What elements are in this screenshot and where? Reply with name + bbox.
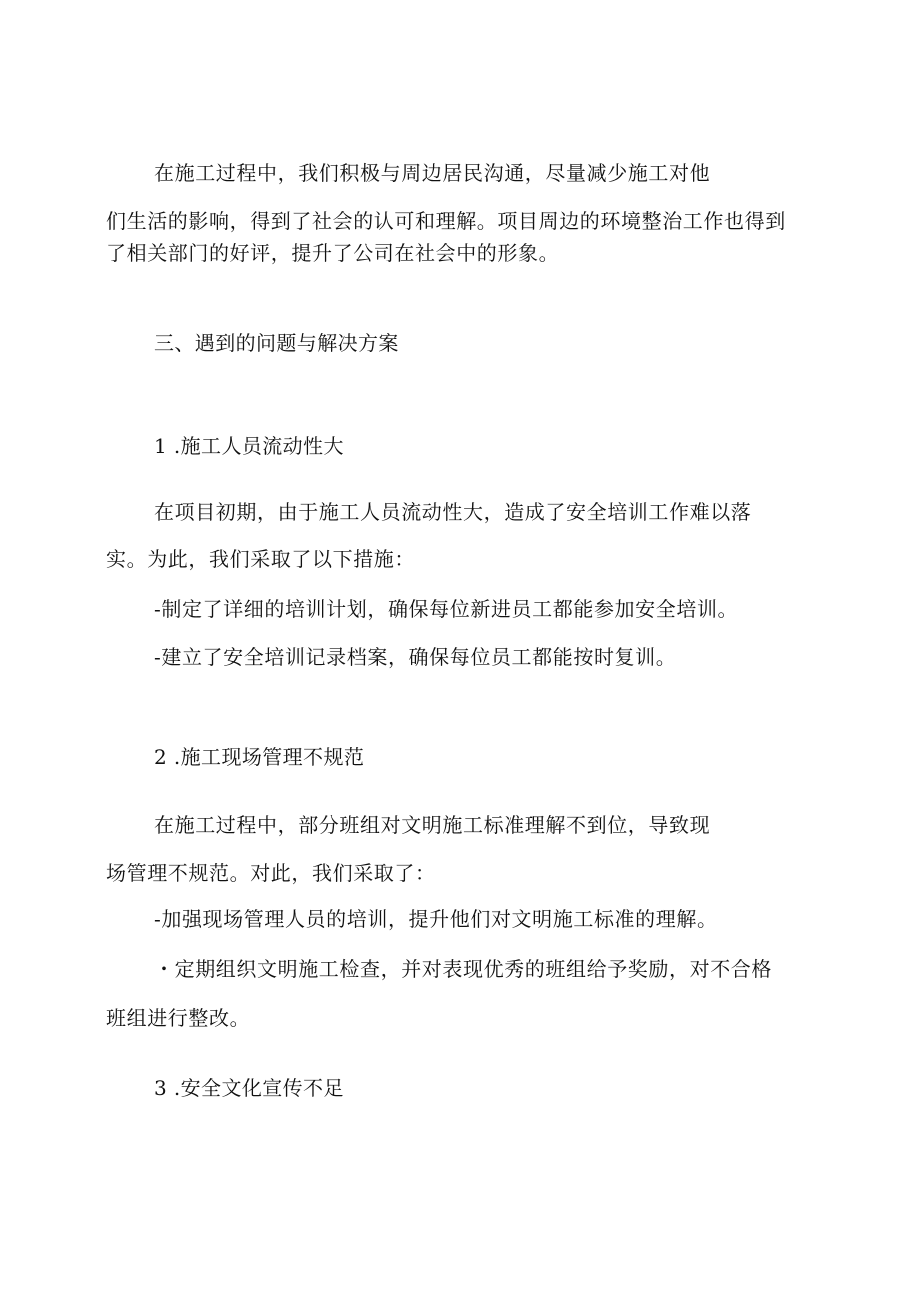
intro-line-2: 们生活的影响，得到了社会的认可和理解。项目周边的环境整治工作也得到 xyxy=(106,209,786,233)
intro-line-1: 在施工过程中，我们积极与周边居民沟通，尽量减少施工对他 xyxy=(154,161,711,185)
issue-1-heading: 1 .施工人员流动性大 xyxy=(154,434,344,458)
issue-3-heading: 3 .安全文化宣传不足 xyxy=(154,1076,344,1100)
issue-2-heading: 2 .施工现场管理不规范 xyxy=(154,745,365,769)
section-heading: 三、遇到的问题与解决方案 xyxy=(154,331,399,355)
issue-2-measure-1: -加强现场管理人员的培训，提升他们对文明施工标准的理解。 xyxy=(154,907,718,931)
issue-2-paragraph-line-2: 场管理不规范。对此，我们采取了： xyxy=(106,861,436,885)
issue-1-paragraph-line-2: 实。为此，我们采取了以下措施： xyxy=(106,547,415,571)
issue-2-measure-2-line-1: ・定期组织文明施工检查，并对表现优秀的班组给予奖励，对不合格 xyxy=(154,957,772,981)
issue-2-measure-2-line-2: 班组进行整改。 xyxy=(106,1006,251,1030)
issue-1-paragraph-line-1: 在项目初期，由于施工人员流动性大，造成了安全培训工作难以落 xyxy=(154,500,752,524)
issue-2-paragraph-line-1: 在施工过程中，部分班组对文明施工标准理解不到位，导致现 xyxy=(154,813,711,837)
issue-1-measure-1: -制定了详细的培训计划，确保每位新进员工都能参加安全培训。 xyxy=(154,597,739,621)
issue-1-measure-2: -建立了安全培训记录档案，确保每位员工都能按时复训。 xyxy=(154,645,677,669)
intro-line-3: 了相关部门的好评，提升了公司在社会中的形象。 xyxy=(106,241,560,265)
